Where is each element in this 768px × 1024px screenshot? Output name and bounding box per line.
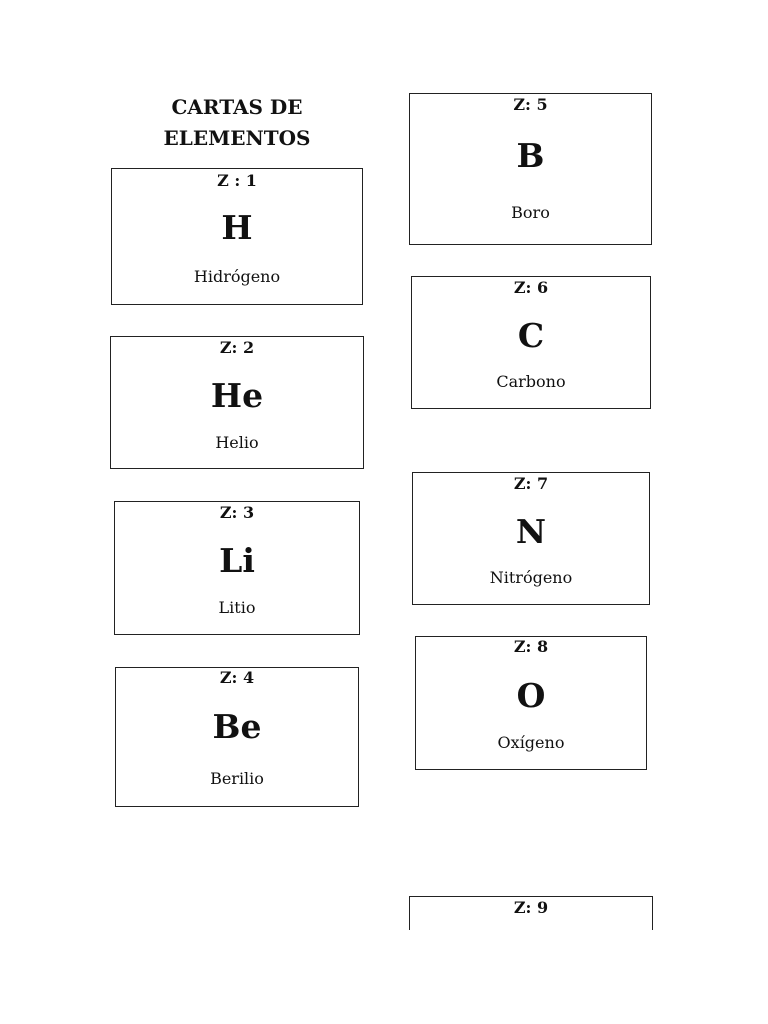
atomic-number: Z: 9 — [513, 898, 549, 917]
element-name: Helio — [215, 433, 259, 452]
page-title — [112, 92, 362, 154]
atomic-number: Z: 8 — [513, 637, 549, 656]
atomic-number: Z: 7 — [513, 474, 549, 493]
element-symbol: He — [210, 376, 264, 415]
element-symbol: Li — [219, 541, 255, 580]
element-card-fluorine-partial — [409, 896, 653, 930]
atomic-number: Z: 2 — [219, 338, 255, 357]
element-card-hydrogen — [111, 168, 363, 305]
atomic-number: Z: 5 — [513, 95, 548, 114]
element-name: Nitrógeno — [489, 568, 573, 587]
element-name: Berilio — [210, 769, 264, 788]
element-symbol: B — [516, 136, 545, 175]
element-symbol: H — [221, 208, 253, 247]
atomic-number: Z: 6 — [513, 278, 549, 297]
element-card-lithium — [114, 501, 360, 635]
atomic-number: Z : 1 — [217, 171, 257, 190]
title-line-1: CARTAS DE — [171, 95, 303, 119]
element-card-boron — [409, 93, 652, 245]
element-name: Hidrógeno — [193, 267, 281, 286]
element-symbol: O — [516, 676, 546, 715]
element-card-nitrogen — [412, 472, 650, 605]
element-card-oxygen — [415, 636, 647, 770]
element-card-helium — [110, 336, 364, 469]
element-name: Boro — [511, 203, 550, 222]
title-line-2: ELEMENTOS — [163, 126, 311, 150]
element-card-beryllium — [115, 667, 359, 807]
element-name: Carbono — [496, 372, 566, 391]
atomic-number: Z: 4 — [219, 668, 255, 687]
element-card-carbon — [411, 276, 651, 409]
element-symbol: Be — [212, 707, 262, 746]
element-symbol: C — [517, 316, 545, 355]
element-symbol: N — [515, 512, 547, 551]
atomic-number: Z: 3 — [219, 503, 255, 522]
element-name: Litio — [218, 598, 256, 617]
element-name: Oxígeno — [497, 733, 565, 752]
